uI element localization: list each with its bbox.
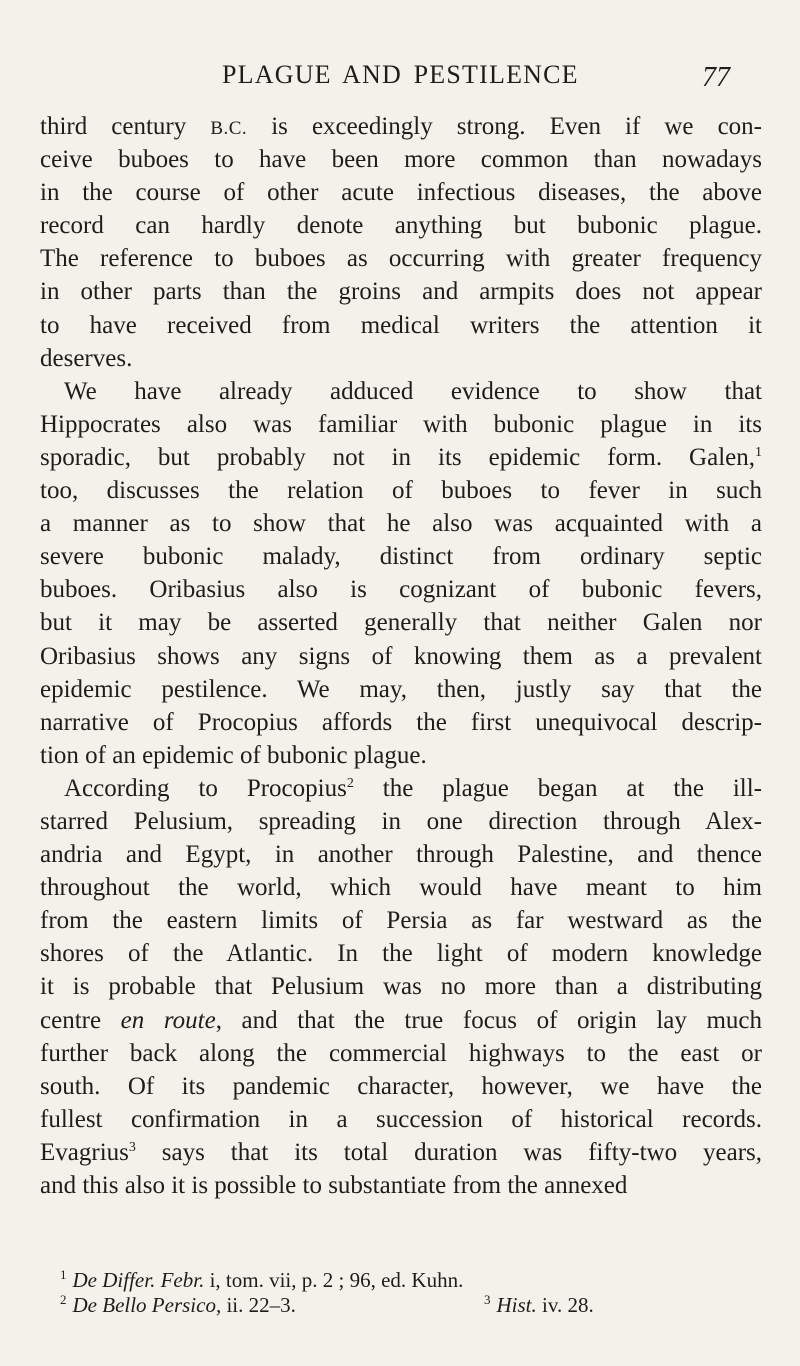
text-run: centre	[40, 1006, 121, 1034]
footnote-ref: 2	[346, 775, 354, 791]
text-line	[40, 1169, 762, 1202]
text-run: to have received from medical writers the attention it	[40, 311, 762, 339]
footnote-line-2	[40, 1293, 762, 1318]
text-line	[40, 1136, 762, 1169]
text-line	[40, 871, 762, 904]
text-line	[40, 937, 762, 970]
text-run: deserves.	[40, 344, 133, 372]
text-run: The reference to buboes as occurring with greater frequency	[40, 245, 762, 273]
text-run: , and that the true focus of origin lay much	[215, 1006, 762, 1034]
footnote-2	[60, 1293, 296, 1318]
footnote-ref: 1	[755, 444, 762, 460]
text-run: record can hardly denote anything but bubonic plague.	[40, 212, 762, 240]
text-run: it is probable that Pelusium was no more than a distributing	[40, 973, 762, 1001]
text-run: says that its total duration was fifty-two years,	[135, 1138, 762, 1166]
text-line	[40, 640, 762, 673]
text-line	[40, 507, 762, 540]
text-line	[40, 805, 762, 838]
text-run: iv. 28.	[536, 1293, 594, 1317]
text-line	[40, 772, 762, 805]
text-run: a manner as to show that he also was acquainted with a	[40, 510, 762, 538]
text-line	[40, 970, 762, 1003]
running-head	[0, 60, 800, 100]
text-line	[40, 275, 762, 308]
running-title: PLAGUE AND PESTILENCE	[222, 60, 579, 89]
italic-text: en route	[120, 1006, 216, 1034]
italic-text: De Bello Persico,	[72, 1293, 222, 1317]
footnote-line-1	[40, 1268, 762, 1293]
text-run: According to Procopius	[64, 774, 347, 802]
footnote-3	[484, 1293, 594, 1318]
page-number: 77	[702, 62, 730, 93]
text-line	[40, 573, 762, 606]
text-line	[40, 904, 762, 937]
text-line	[40, 706, 762, 739]
italic-text: Hist.	[496, 1293, 537, 1317]
text-run: and this also it is possible to substantiate from the annexed	[40, 1172, 628, 1199]
text-run: sporadic, but probably not in its epidemic form. Galen,	[40, 443, 755, 471]
footnote-ref: 3	[128, 1139, 136, 1155]
text-line	[40, 143, 762, 176]
text-run: is exceedingly strong. Even if we con-	[247, 113, 762, 140]
text-run: We have already adduced evidence to show that	[64, 377, 762, 405]
text-run: further back along the commercial highways to the east or	[40, 1039, 762, 1067]
footnote-mark: 3	[484, 1292, 491, 1307]
text-run: too, discusses the relation of buboes to fever in such	[40, 477, 762, 505]
text-run: narrative of Procopius affords the first unequivocal descrip-	[40, 708, 762, 736]
text-run: in the course of other acute infectious diseases, the above	[40, 179, 762, 207]
text-line	[40, 1070, 762, 1103]
small-caps-text: B.C.	[210, 118, 248, 139]
text-run: from the eastern limits of Persia as far westward as the	[40, 907, 762, 935]
text-run: tion of an epidemic of bubonic plague.	[40, 741, 427, 769]
text-line	[40, 606, 762, 639]
footnote-mark: 1	[60, 1267, 67, 1282]
text-run: buboes. Oribasius also is cognizant of bubonic fevers,	[40, 576, 762, 604]
text-line	[40, 1004, 762, 1037]
text-run: shores of the Atlantic. In the light of modern knowledge	[40, 940, 762, 968]
text-line	[40, 342, 762, 375]
text-line	[40, 1103, 762, 1136]
text-run: Oribasius shows any signs of knowing them as a prevalent	[40, 642, 762, 670]
text-line	[40, 441, 762, 474]
text-line	[40, 408, 762, 441]
text-line	[40, 176, 762, 209]
text-run: Evagrius	[40, 1138, 129, 1166]
text-line	[40, 309, 762, 342]
footnotes	[40, 1268, 762, 1318]
italic-text: De Differ. Febr.	[72, 1268, 205, 1292]
text-run: south. Of its pandemic character, however, we have the	[40, 1072, 762, 1100]
text-run: the plague began at the ill-	[353, 774, 762, 802]
text-run: starred Pelusium, spreading in one direction through Alex-	[40, 807, 762, 835]
text-line	[40, 838, 762, 871]
footnote-1	[60, 1268, 463, 1293]
text-run: in other parts than the groins and armpits does not appear	[40, 278, 762, 306]
text-line	[40, 540, 762, 573]
text-run: third century	[40, 113, 211, 140]
text-line	[40, 242, 762, 275]
body-text	[40, 110, 762, 1202]
text-run: fullest confirmation in a succession of historical records.	[40, 1105, 762, 1133]
text-run: but it may be asserted generally that neither Galen nor	[40, 609, 762, 637]
text-run: ceive buboes to have been more common than nowadays	[40, 146, 762, 174]
footnote-mark: 2	[60, 1292, 67, 1307]
text-run: throughout the world, which would have meant to him	[40, 874, 762, 902]
text-run: i, tom. vii, p. 2 ; 96, ed. Kuhn.	[204, 1268, 464, 1292]
text-run: andria and Egypt, in another through Palestine, and thence	[40, 841, 762, 869]
text-run: severe bubonic malady, distinct from ordinary septic	[40, 543, 762, 571]
text-line	[40, 209, 762, 242]
text-run: epidemic pestilence. We may, then, justly say that the	[40, 675, 762, 703]
text-run: ii. 22–3.	[221, 1293, 296, 1317]
text-line	[40, 474, 762, 507]
text-line	[40, 1037, 762, 1070]
text-line	[40, 110, 762, 143]
text-line	[40, 673, 762, 706]
text-line	[40, 375, 762, 408]
text-line	[40, 739, 762, 772]
text-run: Hippocrates also was familiar with bubonic plague in its	[40, 410, 762, 438]
